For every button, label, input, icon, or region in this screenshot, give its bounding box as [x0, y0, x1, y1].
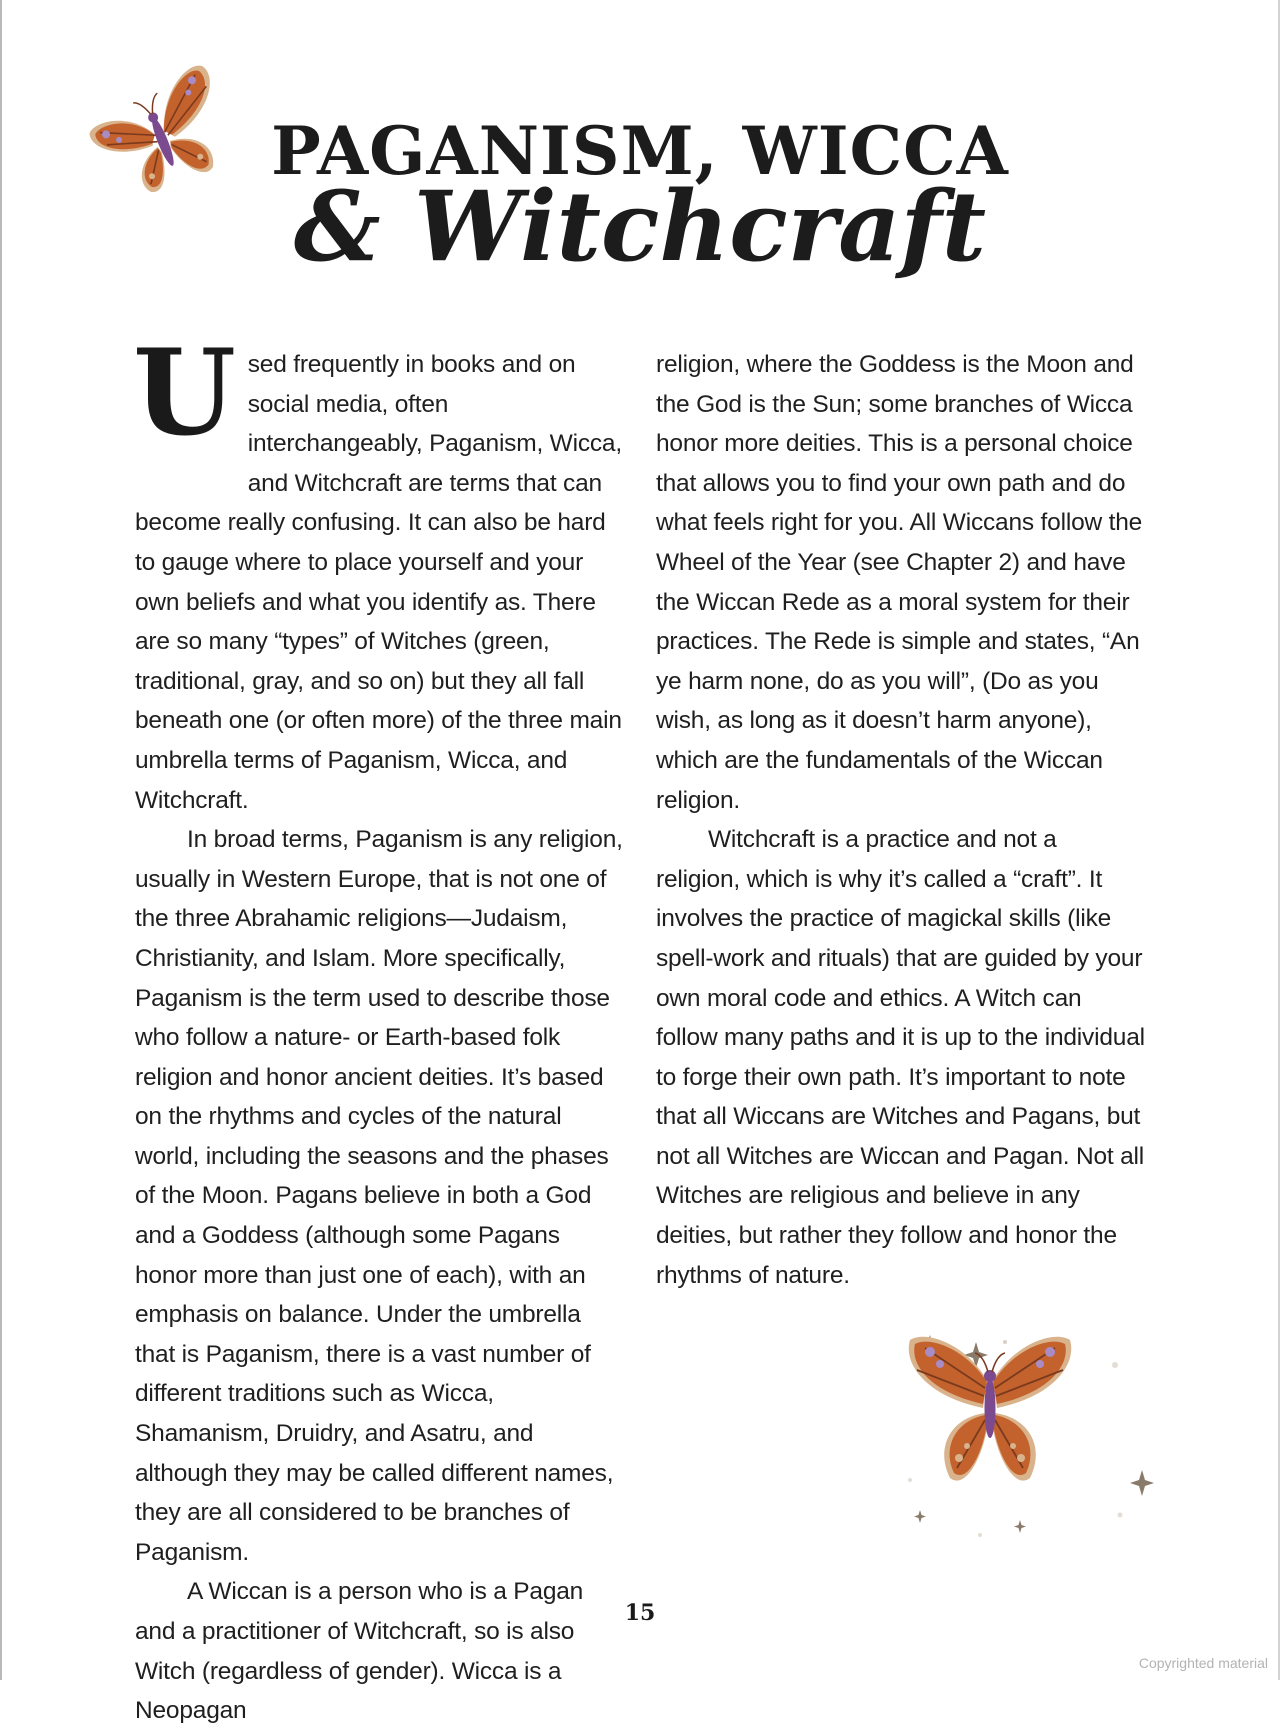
copyright-notice: Copyrighted material	[1138, 1655, 1268, 1671]
paragraph: religion, where the Goddess is the Moon and the God is the Sun; some branches of Wicca honor more deities. This is a personal choice that allows you to find your own path and do what feels right for you. All Wiccans follow the Wheel of the Year (see Chapter 2) and have the Wiccan Rede as a moral system for their practices. The Rede is simple and states, “An ye harm none, do as you will”, (Do as you wish, as long as it doesn’t harm anyone), which are the fundamentals of the Wiccan religion.	[656, 351, 1143, 814]
butterfly-icon	[905, 1318, 1075, 1493]
page-subtitle: & Witchcraft	[293, 170, 987, 283]
paragraph: Witchcraft is a practice and not a religion, which is why it’s called a “craft”. It involves the practice of magickal skills (like spell-work and rituals) that are guided by your own moral code and ethics. A Witch can follow many paths and it is up to the individual to forge their own path. It’s important to note that all Wiccans are Witches and Pagans, but not all Witches are Wiccan and Pagan. Not all Witches are religious and believe in any deities, but rather they follow and honor the rhythms of nature.	[656, 826, 1145, 1289]
paragraph	[133, 323, 625, 820]
page-number: 15	[624, 1600, 656, 1626]
paragraph: A Wiccan is a person who is a Pagan and a practitioner of Witchcraft, so is also Witch (regardless of gender). Wicca is a Neopagan	[135, 1578, 584, 1725]
paragraph: In broad terms, Paganism is any religion, usually in Western Europe, that is not one of the three Abrahamic religions—Judaism, Christianity, and Islam. More specifically, Paganism is the term used to describe those who follow a nature- or Earth-based folk religion and honor ancient deities. It’s based on the rhythms and cycles of the natural world, including the seasons and the phases of the Moon. Pagans believe in both a God and a Goddess (although some Pagans honor more than just one of each), with an emphasis on balance. Under the umbrella that is Paganism, there is a vast number of different traditions such as Wicca, Shamanism, Druidry, and Asatru, and although they may be called different names, they are all considered to be branches of Paganism.	[135, 826, 623, 1566]
page-title: PAGANISM, WICCA	[271, 112, 1009, 190]
left-column	[133, 323, 625, 1731]
paragraph-text: sed frequently in books and on social media, often interchangeably, Paganism, Wicca, and Witchcraft are terms that can become really confusing. It can also be hard to gauge where to place yourself and your own beliefs and what you identify as. There are so many “types” of Witches (green, traditional, gray, and so on) but they all fall beneath one (or often more) of the three main umbrella terms of Paganism, Wicca, and Witchcraft.	[135, 351, 622, 814]
right-column	[656, 345, 1146, 1295]
drop-cap: U	[133, 323, 236, 462]
